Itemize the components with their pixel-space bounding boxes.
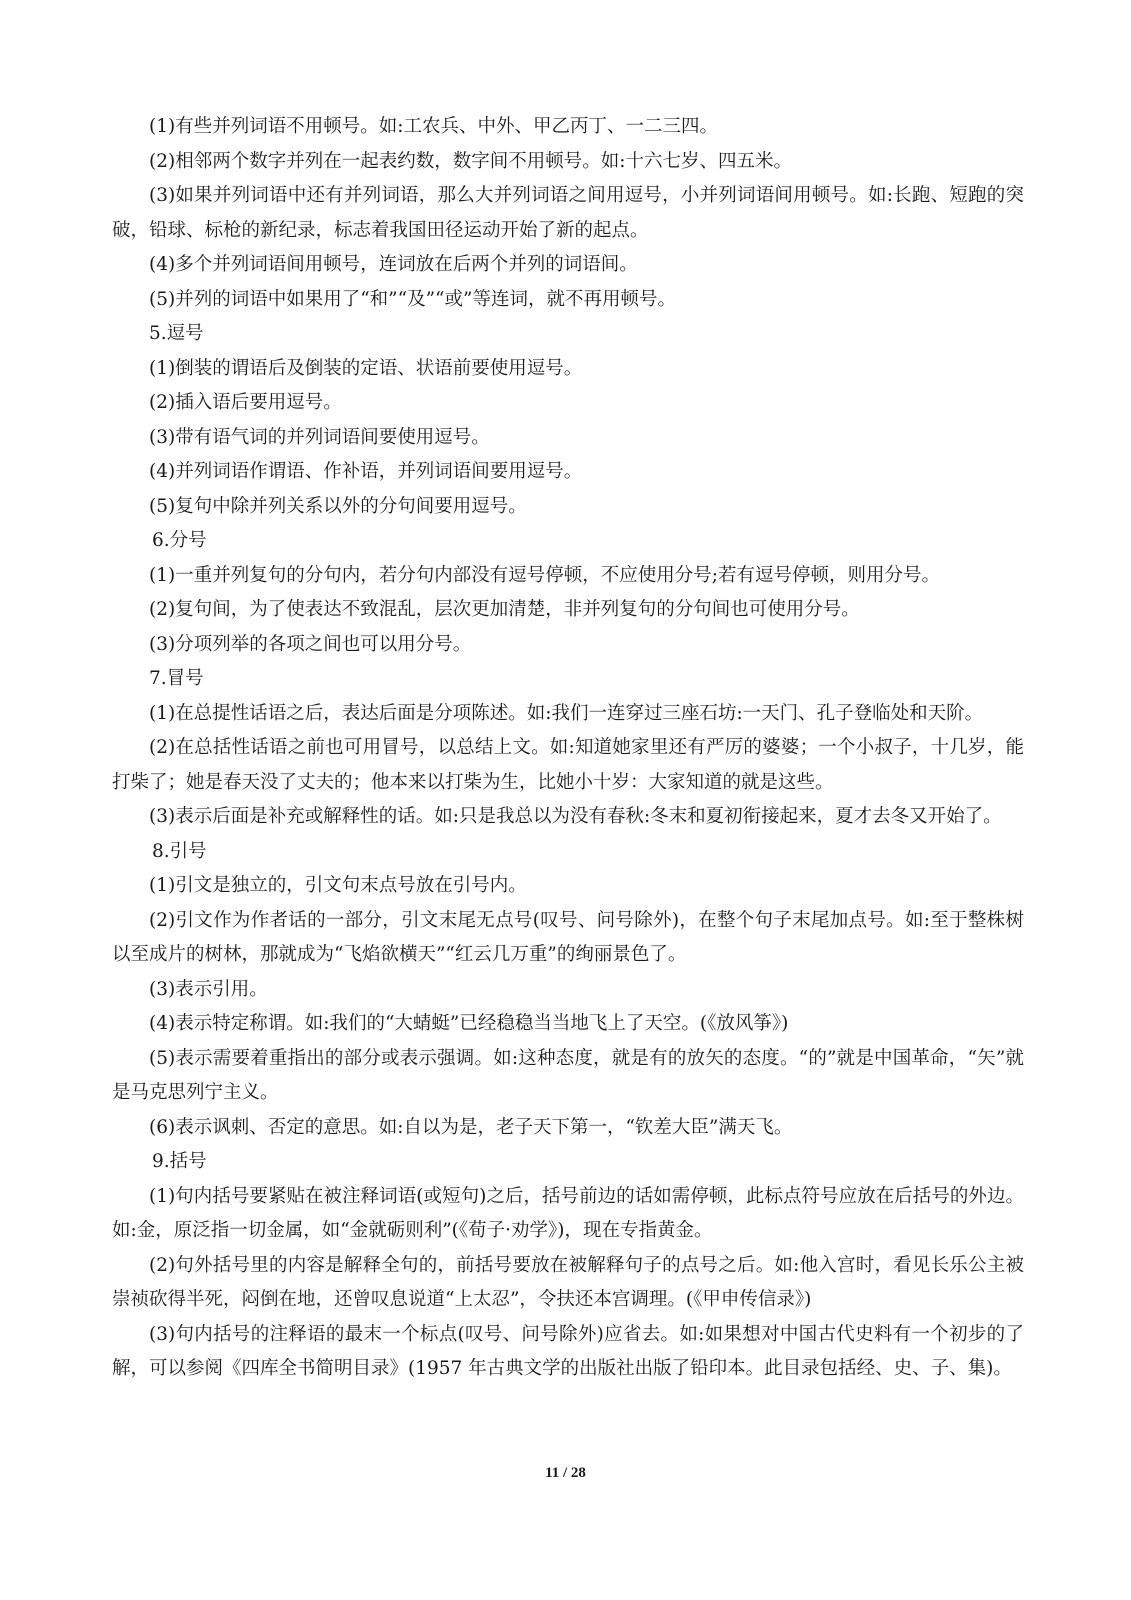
rule-paragraph: (1)一重并列复句的分句内，若分句内部没有逗号停顿，不应使用分号;若有逗号停顿，则用分号。	[149, 564, 940, 586]
section-heading-quotation-marks: 8.引号	[152, 840, 207, 862]
section-heading-brackets: 9.括号	[152, 1151, 207, 1172]
section-heading-colon: 7.冒号	[149, 668, 204, 689]
rule-paragraph: (2)插入语后要用逗号。	[149, 392, 342, 413]
rule-paragraph: (3)分项列举的各项之间也可以用分号。	[149, 633, 472, 655]
rule-paragraph: (1)引文是独立的，引文句末点号放在引号内。	[149, 875, 527, 896]
rule-paragraph: (5)复句中除并列关系以外的分句间要用逗号。	[149, 495, 527, 517]
rule-paragraph: (3)如果并列词语中还有并列词语，那么大并列词语之间用逗号，小并列词语间用顿号。如:长跑、短跑的突破，铅球、标枪的新纪录，标志着我国田径运动开始了新的起点。	[112, 185, 1024, 241]
rule-paragraph: (2)引文作为作者话的一部分，引文末尾无点号(叹号、问号除外)，在整个句子末尾加点号。如:至于整株树以至成片的树林，那就成为“飞焰欲横天”“红云几万重”的绚丽景色了。	[112, 909, 1024, 965]
rule-paragraph: (3)句内括号的注释语的最末一个标点(叹号、问号除外)应省去。如:如果想对中国古代史料有一个初步的了解，可以参阅《四库全书简明目录》(1957 年古典文学的出版社出版了铅印本。此目录包括经、史、子、集)。	[112, 1323, 1024, 1379]
section-heading-comma: 5.逗号	[149, 323, 204, 344]
rule-paragraph: (1)句内括号要紧贴在被注释词语(或短句)之后，括号前边的话如需停顿，此标点符号应放在后括号的外边。如:金，原泛指一切金属，如“金就砺则利”(《荀子·劝学》)，现在专指黄金。	[112, 1185, 1024, 1241]
rule-paragraph: (2)复句间，为了使表达不致混乱，层次更加清楚，非并列复句的分句间也可使用分号。	[149, 599, 860, 620]
rule-paragraph: (1)倒装的谓语后及倒装的定语、状语前要使用逗号。	[149, 357, 583, 379]
section-heading-semicolon: 6.分号	[152, 530, 207, 551]
page-number: 11 / 28	[545, 1465, 586, 1481]
page-body	[112, 110, 1024, 1387]
rule-paragraph: (2)相邻两个数字并列在一起表约数，数字间不用顿号。如:十六七岁、四五米。	[149, 150, 792, 172]
rule-paragraph: (3)表示引用。	[149, 978, 268, 1000]
rule-paragraph: (3)带有语气词的并列词语间要使用逗号。	[149, 426, 490, 448]
rule-paragraph: (1)有些并列词语不用顿号。如:工农兵、中外、甲乙丙丁、一二三四。	[149, 116, 718, 137]
rule-paragraph: (5)表示需要着重指出的部分或表示强调。如:这种态度，就是有的放矢的态度。“的”就是中国革命，“矢”就是马克思列宁主义。	[112, 1047, 1024, 1103]
rule-paragraph: (4)多个并列词语间用顿号，连词放在后两个并列的词语间。	[149, 254, 638, 275]
rule-paragraph: (6)表示讽刺、否定的意思。如:自以为是，老子天下第一，“钦差大臣”满天飞。	[149, 1116, 793, 1138]
rule-paragraph: (2)句外括号里的内容是解释全句的，前括号要放在被解释句子的点号之后。如:他入宫时，看见长乐公主被崇祯砍得半死，闷倒在地，还曾叹息说道“上太忍”，令扶还本宫调理。(《甲申传信录》)	[112, 1254, 1024, 1310]
rule-paragraph: (3)表示后面是补充或解释性的话。如:只是我总以为没有春秋:冬末和夏初衔接起来，夏才去冬又开始了。	[149, 806, 1002, 827]
rule-paragraph: (4)表示特定称谓。如:我们的“大蜻蜓”已经稳稳当当地飞上了天空。(《放风筝》)	[149, 1013, 789, 1034]
rule-paragraph: (2)在总括性话语之前也可用冒号，以总结上文。如:知道她家里还有严厉的婆婆；一个小叔子，十几岁，能打柴了；她是春天没了丈夫的；他本来以打柴为生，比她小十岁：大家知道的就是这些。	[112, 737, 1024, 793]
rule-paragraph: (5)并列的词语中如果用了“和”“及”“或”等连词，就不再用顿号。	[149, 288, 676, 310]
rule-paragraph: (4)并列词语作谓语、作补语，并列词语间要用逗号。	[149, 461, 583, 482]
rule-paragraph: (1)在总提性话语之后，表达后面是分项陈述。如:我们一连穿过三座石坊:一天门、孔子登临处和天阶。	[149, 702, 984, 724]
